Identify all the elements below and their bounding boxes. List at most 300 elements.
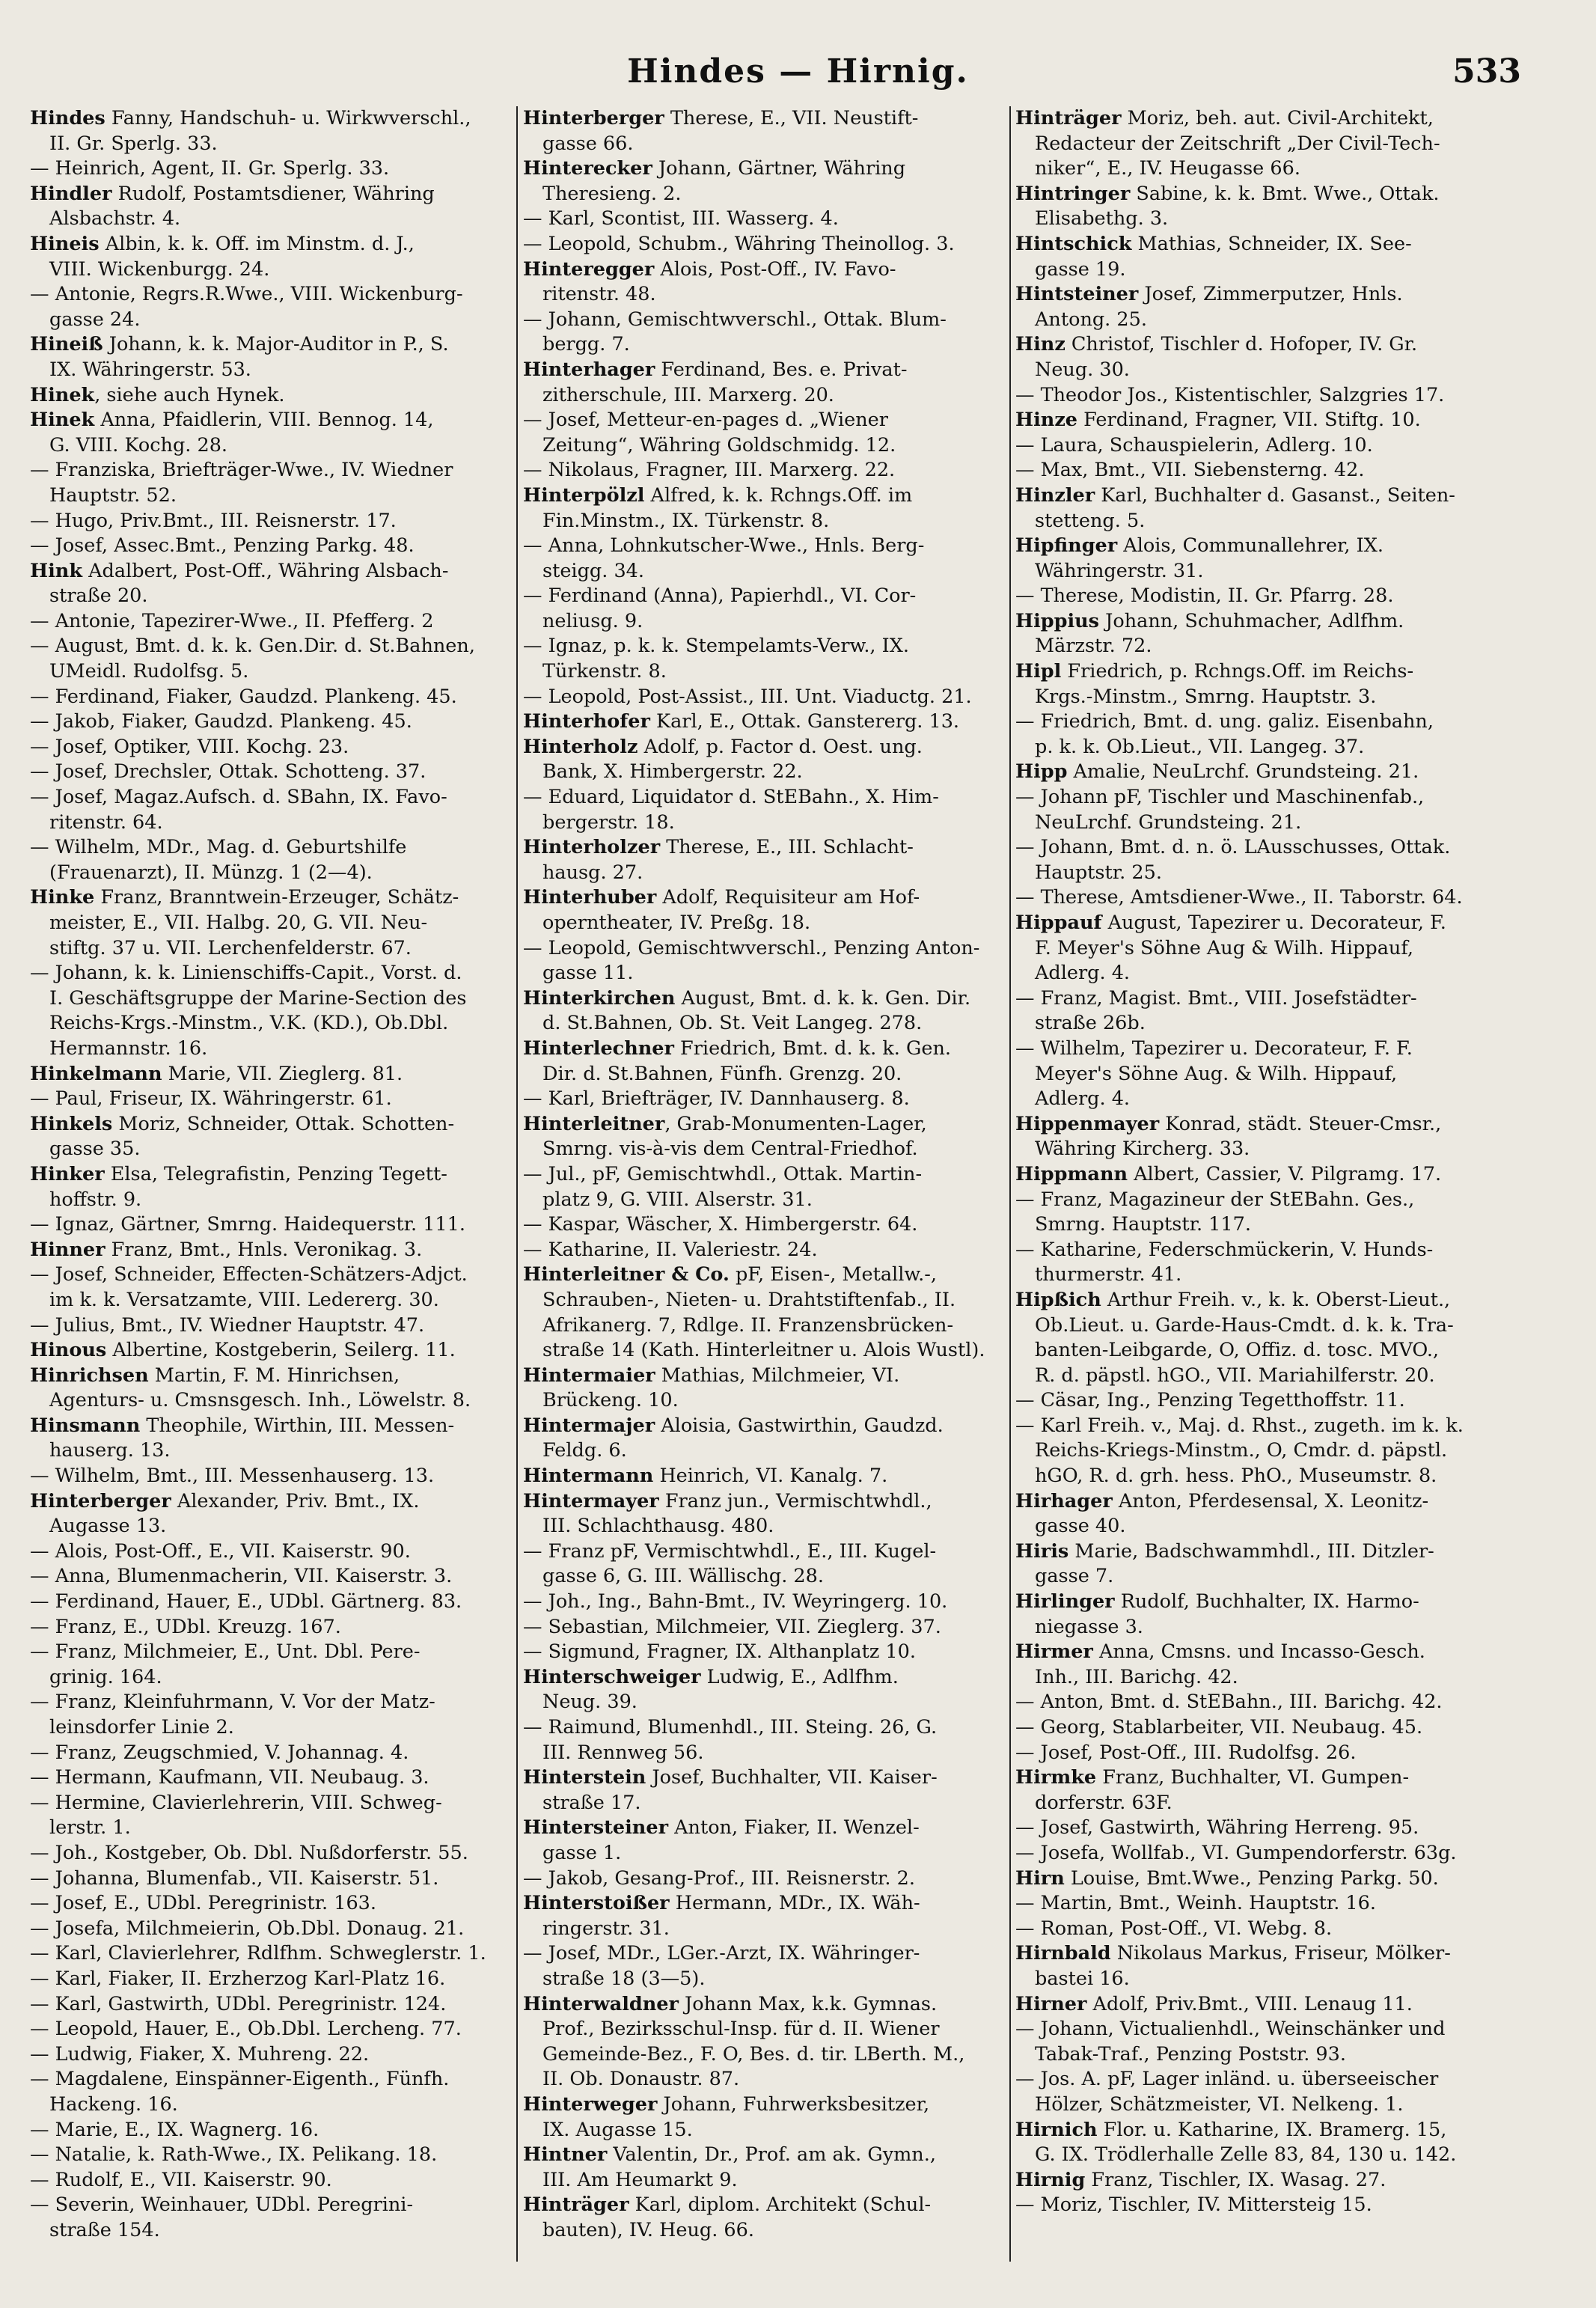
entry-text: Elisabethg. 3. xyxy=(1035,207,1169,231)
entry-text: Ferdinand, Fragner, VII. Stiftg. 10. xyxy=(1077,409,1421,432)
directory-line xyxy=(1015,1539,1498,1565)
entry-text: Hermann, MDr., IX. Wäh- xyxy=(669,1892,920,1915)
entry-surname: Hinterschweiger xyxy=(523,1665,701,1688)
directory-line xyxy=(30,1313,513,1339)
directory-line xyxy=(1015,1062,1498,1087)
entry-text: — Wilhelm, Tapezirer u. Decorateur, F. F. xyxy=(1015,1037,1413,1060)
entry-text: Adalbert, Post-Off., Währing Alsbach- xyxy=(82,559,449,582)
directory-line xyxy=(30,1212,513,1238)
directory-line xyxy=(30,132,513,157)
entry-text: — Ferdinand (Anna), Papierhdl., VI. Cor- xyxy=(523,584,917,608)
entry-text: — Johanna, Blumenfab., VII. Kaiserstr. 51. xyxy=(30,1866,439,1890)
directory-line xyxy=(523,1313,1006,1339)
entry-text: Sabine, k. k. Bmt. Wwe., Ottak. xyxy=(1130,182,1440,205)
entry-text: Adlerg. 4. xyxy=(1035,962,1131,985)
entry-text: Moriz, beh. aut. Civil-Architekt, xyxy=(1121,107,1434,129)
directory-line xyxy=(1015,1388,1498,1414)
entry-text: niker“, E., IV. Heugasse 66. xyxy=(1035,157,1300,180)
directory-line xyxy=(1015,1791,1498,1816)
directory-line xyxy=(1015,961,1498,986)
directory-line xyxy=(523,1162,1006,1188)
directory-line xyxy=(30,2067,513,2092)
directory-line xyxy=(30,1037,513,1062)
entry-text: Franz, Branntwein-Erzeuger, Schätz- xyxy=(94,886,459,909)
directory-line xyxy=(1015,936,1498,962)
directory-line xyxy=(1015,885,1498,911)
directory-line xyxy=(30,182,513,207)
directory-line xyxy=(1015,1338,1498,1364)
entry-surname: Hinterholz xyxy=(523,735,638,758)
directory-line xyxy=(1015,835,1498,861)
directory-line xyxy=(30,2092,513,2118)
entry-text: G. VIII. Kochg. 28. xyxy=(49,433,228,457)
entry-text: Ludwig, E., Adlfhm. xyxy=(700,1665,899,1688)
entry-text: — Leopold, Post-Assist., III. Unt. Viaductg. 21. xyxy=(523,685,972,708)
entry-text: ritenstr. 64. xyxy=(49,810,163,834)
entry-surname: Hindler xyxy=(30,182,112,205)
entry-text: Alfred, k. k. Rchngs.Off. im xyxy=(644,483,913,507)
entry-text: (Frauenarzt), II. Münzg. 1 (2—4). xyxy=(49,861,373,884)
entry-text: bergerstr. 18. xyxy=(542,810,675,834)
entry-text: Elsa, Telegrafistin, Penzing Tegett- xyxy=(104,1162,447,1185)
directory-line xyxy=(523,1741,1006,1766)
directory-line xyxy=(30,835,513,861)
entry-text: — Jul., pF, Gemischtwhdl., Ottak. Martin- xyxy=(523,1162,923,1185)
directory-line xyxy=(30,1967,513,1992)
directory-line xyxy=(523,282,1006,308)
directory-line xyxy=(30,1464,513,1489)
directory-line xyxy=(523,810,1006,836)
directory-line xyxy=(523,1112,1006,1138)
entry-surname: Hippenmayer xyxy=(1015,1112,1160,1135)
directory-line xyxy=(1015,483,1498,509)
entry-surname: Hinträger xyxy=(1015,107,1122,129)
directory-line xyxy=(30,685,513,710)
entry-text: Louise, Bmt.Wwe., Penzing Parkg. 50. xyxy=(1064,1866,1439,1890)
directory-line xyxy=(1015,1087,1498,1112)
entry-text: — Jos. A. pF, Lager inländ. u. überseeischer xyxy=(1015,2068,1439,2091)
entry-text: Hackeng. 16. xyxy=(49,2092,178,2116)
entry-text: Antong. 25. xyxy=(1035,308,1147,331)
entry-text: gasse 35. xyxy=(49,1138,141,1161)
directory-line xyxy=(30,1917,513,1942)
directory-line xyxy=(1015,232,1498,257)
directory-line xyxy=(523,2017,1006,2042)
directory-line xyxy=(30,1414,513,1439)
entry-text: straße 18 (3—5). xyxy=(542,1967,706,1990)
entry-text: — Jakob, Gesang-Prof., III. Reisnerstr. 2. xyxy=(523,1866,915,1890)
directory-line xyxy=(523,156,1006,182)
directory-line xyxy=(30,534,513,559)
entry-text: Prof., Bezirksschul-Insp. für d. II. Wiener xyxy=(542,2018,940,2041)
directory-line xyxy=(30,1791,513,1816)
entry-surname: Hinner xyxy=(30,1238,106,1261)
entry-text: Karl, E., Ottak. Ganstererg. 13. xyxy=(649,710,960,733)
entry-text: — Sigmund, Fragner, IX. Althanplatz 10. xyxy=(523,1640,916,1664)
entry-text: — Karl, Scontist, III. Wasserg. 4. xyxy=(523,207,839,231)
directory-line xyxy=(30,1112,513,1138)
directory-line xyxy=(30,282,513,308)
entry-text: Friedrich, Bmt. d. k. k. Gen. xyxy=(673,1037,951,1060)
directory-line xyxy=(523,1364,1006,1389)
directory-line xyxy=(30,232,513,257)
directory-line xyxy=(30,1364,513,1389)
entry-text: — Antonie, Regrs.R.Wwe., VIII. Wickenburg- xyxy=(30,283,463,306)
entry-text: Alois, Communallehrer, IX. xyxy=(1117,534,1383,558)
entry-surname: Hipßich xyxy=(1015,1288,1101,1311)
entry-text: — Leopold, Gemischtwverschl., Penzing Anton- xyxy=(523,936,980,959)
entry-text: Rudolf, Postamtsdiener, Währing xyxy=(111,182,435,205)
directory-line xyxy=(30,106,513,132)
entry-text: — Franz, Milchmeier, E., Unt. Dbl. Pere- xyxy=(30,1640,421,1664)
directory-line xyxy=(523,2168,1006,2193)
entry-text: — Josefa, Wollfab., VI. Gumpendorferstr. 63g. xyxy=(1015,1841,1457,1864)
entry-surname: Hineiß xyxy=(30,333,103,356)
entry-text: R. d. päpstl. hGO., VII. Mariahilferstr. 20. xyxy=(1035,1364,1435,1387)
directory-line xyxy=(30,408,513,433)
entry-text: — Katharine, II. Valeriestr. 24. xyxy=(523,1238,818,1261)
entry-text: Adolf, p. Factor d. Oest. ung. xyxy=(638,735,923,758)
entry-text: — Anton, Bmt. d. StEBahn., III. Barichg. 42. xyxy=(1015,1691,1443,1714)
entry-surname: Hipp xyxy=(1015,760,1068,784)
entry-text: — Josef, Magaz.Aufsch. d. SBahn, IX. Favo- xyxy=(30,786,447,809)
entry-text: Smrng. vis-à-vis dem Central-Friedhof. xyxy=(542,1138,918,1161)
directory-line xyxy=(30,785,513,810)
entry-text: Währingerstr. 31. xyxy=(1035,559,1204,582)
directory-line xyxy=(1015,1564,1498,1590)
entry-text: — Franziska, Briefträger-Wwe., IV. Wiedner xyxy=(30,459,453,482)
entry-surname: Hinker xyxy=(30,1162,105,1185)
directory-line xyxy=(30,207,513,232)
entry-text: straße 17. xyxy=(542,1791,641,1814)
directory-line xyxy=(1015,383,1498,409)
entry-text: — Josef, MDr., LGer.-Arzt, IX. Währinger- xyxy=(523,1942,920,1965)
entry-text: — Johann, Bmt. d. n. ö. LAusschusses, Ottak. xyxy=(1015,836,1451,859)
directory-line xyxy=(523,1288,1006,1313)
entry-text: Johann Max, k.k. Gymnas. xyxy=(678,1992,938,2015)
entry-surname: Hirhager xyxy=(1015,1489,1113,1512)
directory-line xyxy=(30,1866,513,1892)
entry-text: Therese, E., III. Schlacht- xyxy=(660,836,914,859)
entry-text: — Karl, Briefträger, IV. Dannhauserg. 8. xyxy=(523,1087,910,1111)
directory-line xyxy=(523,1263,1006,1288)
entry-text: — Josef, E., UDbl. Peregrinistr. 163. xyxy=(30,1892,376,1915)
entry-text: — Rudolf, E., VII. Kaiserstr. 90. xyxy=(30,2168,332,2191)
directory-line xyxy=(30,509,513,534)
entry-surname: Hintermajer xyxy=(523,1414,655,1437)
entry-text: — Joh., Kostgeber, Ob. Dbl. Nußdorferstr. 55. xyxy=(30,1841,468,1864)
directory-line xyxy=(1015,2143,1498,2168)
entry-surname: Hinkels xyxy=(30,1112,113,1135)
entry-text: Fanny, Handschuh- u. Wirkwverschl., xyxy=(105,107,471,129)
directory-line xyxy=(30,2218,513,2244)
entry-text: Konrad, städt. Steuer-Cmsr., xyxy=(1159,1112,1442,1135)
entry-text: II. Ob. Donaustr. 87. xyxy=(542,2068,740,2091)
entry-text: — Johann, Victualienhdl., Weinschänker und xyxy=(1015,2018,1446,2041)
entry-text: Arthur Freih. v., k. k. Oberst-Lieut., xyxy=(1101,1288,1451,1311)
directory-line xyxy=(1015,1665,1498,1691)
directory-line xyxy=(1015,1364,1498,1389)
entry-surname: Hinteregger xyxy=(523,257,655,281)
entry-text: — Therese, Modistin, II. Gr. Pfarrg. 28. xyxy=(1015,584,1394,608)
directory-line xyxy=(30,1690,513,1715)
directory-line xyxy=(30,483,513,509)
entry-surname: Hintsteiner xyxy=(1015,283,1139,306)
entry-text: — Georg, Stablarbeiter, VII. Neubaug. 45. xyxy=(1015,1716,1423,1738)
entry-surname: Hintersteiner xyxy=(523,1816,669,1840)
directory-line xyxy=(30,936,513,962)
entry-surname: Hinke xyxy=(30,886,95,909)
entry-surname: Hirlinger xyxy=(1015,1590,1115,1614)
directory-line xyxy=(30,1514,513,1539)
entry-text: — Nikolaus, Fragner, III. Marxerg. 22. xyxy=(523,459,896,482)
directory-line xyxy=(1015,1741,1498,1766)
directory-line xyxy=(1015,1212,1498,1238)
directory-line xyxy=(523,760,1006,785)
entry-text: Johann, Fuhrwerksbesitzer, xyxy=(657,2092,930,2116)
entry-text: August, Tapezirer u. Decorateur, F. xyxy=(1101,912,1446,934)
directory-line xyxy=(523,659,1006,685)
directory-line xyxy=(1015,760,1498,785)
directory-line xyxy=(30,257,513,283)
directory-line xyxy=(30,1765,513,1791)
entry-text: Dir. d. St.Bahnen, Fünfh. Grenzg. 20. xyxy=(542,1062,902,1085)
entry-text: — Moriz, Tischler, IV. Mittersteig 15. xyxy=(1015,2193,1372,2217)
entry-text: dorferstr. 63F. xyxy=(1035,1791,1172,1814)
entry-text: Hauptstr. 52. xyxy=(49,483,177,507)
directory-line xyxy=(30,810,513,836)
entry-text: lerstr. 1. xyxy=(49,1816,131,1840)
entry-text: Anton, Pferdesensal, X. Leonitz- xyxy=(1112,1489,1429,1512)
entry-text: Alois, Post-Off., IV. Favo- xyxy=(654,257,896,281)
entry-text: — Therese, Amtsdiener-Wwe., II. Taborstr. 64. xyxy=(1015,886,1463,909)
directory-line xyxy=(1015,1489,1498,1515)
directory-line xyxy=(30,634,513,659)
entry-text: Ferdinand, Bes. e. Privat- xyxy=(655,358,908,381)
directory-line xyxy=(30,1640,513,1665)
entry-text: UMeidl. Rudolfsg. 5. xyxy=(49,660,249,683)
directory-line xyxy=(1015,1816,1498,1841)
entry-text: hausg. 27. xyxy=(542,861,643,884)
directory-line xyxy=(523,132,1006,157)
entry-surname: Hirmke xyxy=(1015,1766,1097,1789)
entry-surname: Hippauf xyxy=(1015,912,1102,934)
directory-line xyxy=(523,1062,1006,1087)
directory-line xyxy=(30,1438,513,1464)
entry-text: III. Am Heumarkt 9. xyxy=(542,2168,738,2191)
directory-line xyxy=(523,685,1006,710)
directory-line xyxy=(523,1011,1006,1037)
entry-text: — Karl, Fiaker, II. Erzherzog Karl-Platz 16. xyxy=(30,1967,446,1990)
directory-line xyxy=(523,1414,1006,1439)
directory-line xyxy=(1015,1037,1498,1062)
entry-text: grinig. 164. xyxy=(49,1665,162,1688)
directory-line xyxy=(523,1188,1006,1213)
directory-line xyxy=(1015,634,1498,659)
directory-line xyxy=(30,961,513,986)
entry-text: Meyer's Söhne Aug. & Wilh. Hippauf, xyxy=(1035,1062,1398,1085)
entry-text: Heinrich, VI. Kanalg. 7. xyxy=(653,1465,888,1488)
entry-text: gasse 19. xyxy=(1035,257,1126,281)
entry-surname: Hintermayer xyxy=(523,1489,659,1512)
directory-line xyxy=(523,1438,1006,1464)
directory-line xyxy=(1015,257,1498,283)
directory-line xyxy=(30,1590,513,1615)
entry-text: — Cäsar, Ing., Penzing Tegetthoffstr. 11. xyxy=(1015,1389,1405,1412)
directory-line xyxy=(1015,132,1498,157)
entry-surname: Hipl xyxy=(1015,660,1062,683)
directory-line xyxy=(30,1188,513,1213)
directory-line xyxy=(30,1564,513,1590)
entry-text: Alsbachstr. 4. xyxy=(49,207,181,231)
directory-line xyxy=(523,2092,1006,2118)
entry-text: Neug. 39. xyxy=(542,1691,638,1714)
entry-surname: Hipfinger xyxy=(1015,534,1118,558)
entry-text: — Eduard, Liquidator d. StEBahn., X. Him- xyxy=(523,786,939,809)
entry-text: Aloisia, Gastwirthin, Gaudzd. xyxy=(655,1414,944,1437)
entry-text: hauserg. 13. xyxy=(49,1439,171,1462)
directory-line xyxy=(30,2042,513,2068)
entry-text: Franz, Tischler, IX. Wasag. 27. xyxy=(1085,2168,1386,2191)
entry-text: Adolf, Requisiteur am Hof- xyxy=(656,886,920,909)
directory-line xyxy=(1015,861,1498,886)
entry-text: , Grab-Monumenten-Lager, xyxy=(664,1112,927,1135)
directory-line xyxy=(523,308,1006,333)
directory-line xyxy=(523,2042,1006,2068)
directory-line xyxy=(523,1564,1006,1590)
entry-text: Neug. 30. xyxy=(1035,358,1130,381)
directory-line xyxy=(523,885,1006,911)
directory-line xyxy=(523,1087,1006,1112)
entry-text: Augasse 13. xyxy=(49,1515,167,1538)
directory-line xyxy=(523,1464,1006,1489)
entry-text: III. Rennweg 56. xyxy=(542,1741,704,1764)
entry-text: — Ferdinand, Hauer, E., UDbl. Gärtnerg. 83. xyxy=(30,1590,462,1614)
entry-surname: Hinterleitner & Co. xyxy=(523,1263,730,1286)
directory-column-3 xyxy=(1015,106,1498,2218)
entry-text: ringerstr. 31. xyxy=(542,1917,670,1940)
entry-text: — Wilhelm, MDr., Mag. d. Geburtshilfe xyxy=(30,836,407,859)
directory-line xyxy=(1015,1188,1498,1213)
entry-text: Therese, E., VII. Neustift- xyxy=(664,107,919,129)
entry-text: — Friedrich, Bmt. d. ung. galiz. Eisenbahn, xyxy=(1015,710,1434,733)
entry-text: — Leopold, Hauer, E., Ob.Dbl. Lercheng. 77. xyxy=(30,2018,462,2041)
directory-line xyxy=(1015,1414,1498,1439)
entry-surname: Hinek xyxy=(30,383,95,406)
directory-line xyxy=(30,358,513,383)
entry-text: — Franz, Kleinfuhrmann, V. Vor der Matz- xyxy=(30,1691,435,1714)
directory-line xyxy=(523,2118,1006,2143)
directory-line xyxy=(1015,156,1498,182)
directory-line xyxy=(1015,458,1498,483)
entry-surname: Hirnig xyxy=(1015,2168,1086,2191)
directory-line xyxy=(523,861,1006,886)
entry-text: — Franz, Zeugschmied, V. Johannag. 4. xyxy=(30,1741,409,1764)
entry-surname: Hinterhager xyxy=(523,358,655,381)
entry-surname: Hirn xyxy=(1015,1866,1065,1890)
directory-line xyxy=(30,1715,513,1741)
directory-line xyxy=(1015,207,1498,232)
entry-text: Theresieng. 2. xyxy=(542,182,682,205)
entry-text: Franz, Bmt., Hnls. Veronikag. 3. xyxy=(105,1238,423,1261)
entry-surname: Hintschick xyxy=(1015,232,1132,255)
directory-line xyxy=(30,2118,513,2143)
entry-surname: Hinterstoißer xyxy=(523,1892,670,1915)
entry-text: — Katharine, Federschmückerin, V. Hunds- xyxy=(1015,1238,1434,1261)
directory-line xyxy=(30,709,513,735)
entry-text: Moriz, Schneider, Ottak. Schotten- xyxy=(112,1112,455,1135)
directory-line xyxy=(523,1212,1006,1238)
entry-text: im k. k. Versatzamte, VIII. Ledererg. 30. xyxy=(49,1288,439,1311)
directory-line xyxy=(523,1665,1006,1691)
entry-surname: Hinterecker xyxy=(523,157,652,180)
directory-line xyxy=(523,709,1006,735)
directory-line xyxy=(30,584,513,609)
directory-line xyxy=(30,1992,513,2018)
entry-text: — Sebastian, Milchmeier, VII. Zieglerg. 37. xyxy=(523,1615,941,1638)
entry-text: bauten), IV. Heug. 66. xyxy=(542,2218,754,2241)
entry-text: — Anna, Blumenmacherin, VII. Kaiserstr. 3. xyxy=(30,1565,453,1588)
directory-line xyxy=(523,584,1006,609)
entry-text: — Max, Bmt., VII. Siebensterng. 42. xyxy=(1015,459,1365,482)
directory-line xyxy=(30,156,513,182)
directory-line xyxy=(523,1615,1006,1640)
entry-surname: Hintringer xyxy=(1015,182,1131,205)
directory-line xyxy=(1015,1162,1498,1188)
directory-line xyxy=(30,1238,513,1263)
entry-text: d. St.Bahnen, Ob. St. Veit Langeg. 278. xyxy=(542,1012,923,1035)
directory-line xyxy=(30,659,513,685)
directory-line xyxy=(30,986,513,1012)
entry-surname: Hinterholzer xyxy=(523,836,661,859)
directory-line xyxy=(1015,659,1498,685)
entry-text: Anton, Fiaker, II. Wenzel- xyxy=(668,1816,920,1840)
directory-line xyxy=(1015,2042,1498,2068)
directory-line xyxy=(30,1665,513,1691)
entry-text: Brückeng. 10. xyxy=(542,1389,679,1412)
entry-text: — August, Bmt. d. k. k. Gen.Dir. d. St.Bahnen, xyxy=(30,635,475,658)
directory-line xyxy=(523,1841,1006,1866)
directory-line xyxy=(1015,509,1498,534)
entry-text: — Johann, Gemischtwverschl., Ottak. Blum- xyxy=(523,308,947,331)
entry-surname: Hinsmann xyxy=(30,1414,141,1437)
entry-text: — Kaspar, Wäscher, X. Himbergerstr. 64. xyxy=(523,1213,918,1236)
entry-text: — Ferdinand, Fiaker, Gaudzd. Plankeng. 45. xyxy=(30,685,457,708)
directory-line xyxy=(523,1137,1006,1162)
entry-surname: Hineis xyxy=(30,232,100,255)
entry-text: — Franz, Magist. Bmt., VIII. Josefstädter- xyxy=(1015,986,1417,1010)
entry-text: — Hermann, Kaufmann, VII. Neubaug. 3. xyxy=(30,1766,429,1789)
directory-line xyxy=(523,785,1006,810)
directory-line xyxy=(523,936,1006,962)
entry-text: — Theodor Jos., Kistentischler, Salzgries 17. xyxy=(1015,383,1445,406)
entry-text: — Joh., Ing., Bahn-Bmt., IV. Weyringerg. 10. xyxy=(523,1590,948,1614)
entry-text: Mathias, Milchmeier, VI. xyxy=(655,1364,900,1387)
directory-line xyxy=(523,408,1006,433)
entry-surname: Hinz xyxy=(1015,333,1065,356)
entry-text: — Josef, Gastwirth, Währing Herreng. 95. xyxy=(1015,1816,1419,1840)
entry-text: Martin, F. M. Hinrichsen, xyxy=(148,1364,400,1387)
directory-line xyxy=(30,609,513,635)
directory-line xyxy=(1015,182,1498,207)
entry-text: — Julius, Bmt., IV. Wiedner Hauptstr. 47. xyxy=(30,1313,425,1337)
directory-line xyxy=(1015,2092,1498,2118)
directory-line xyxy=(523,2143,1006,2168)
entry-text: Gemeinde-Bez., F. O, Bes. d. tir. LBerth. M., xyxy=(542,2042,965,2066)
entry-text: Karl, Buchhalter d. Gasanst., Seiten- xyxy=(1095,483,1455,507)
directory-line xyxy=(30,885,513,911)
entry-text: platz 9, G. VIII. Alserstr. 31. xyxy=(542,1188,813,1211)
